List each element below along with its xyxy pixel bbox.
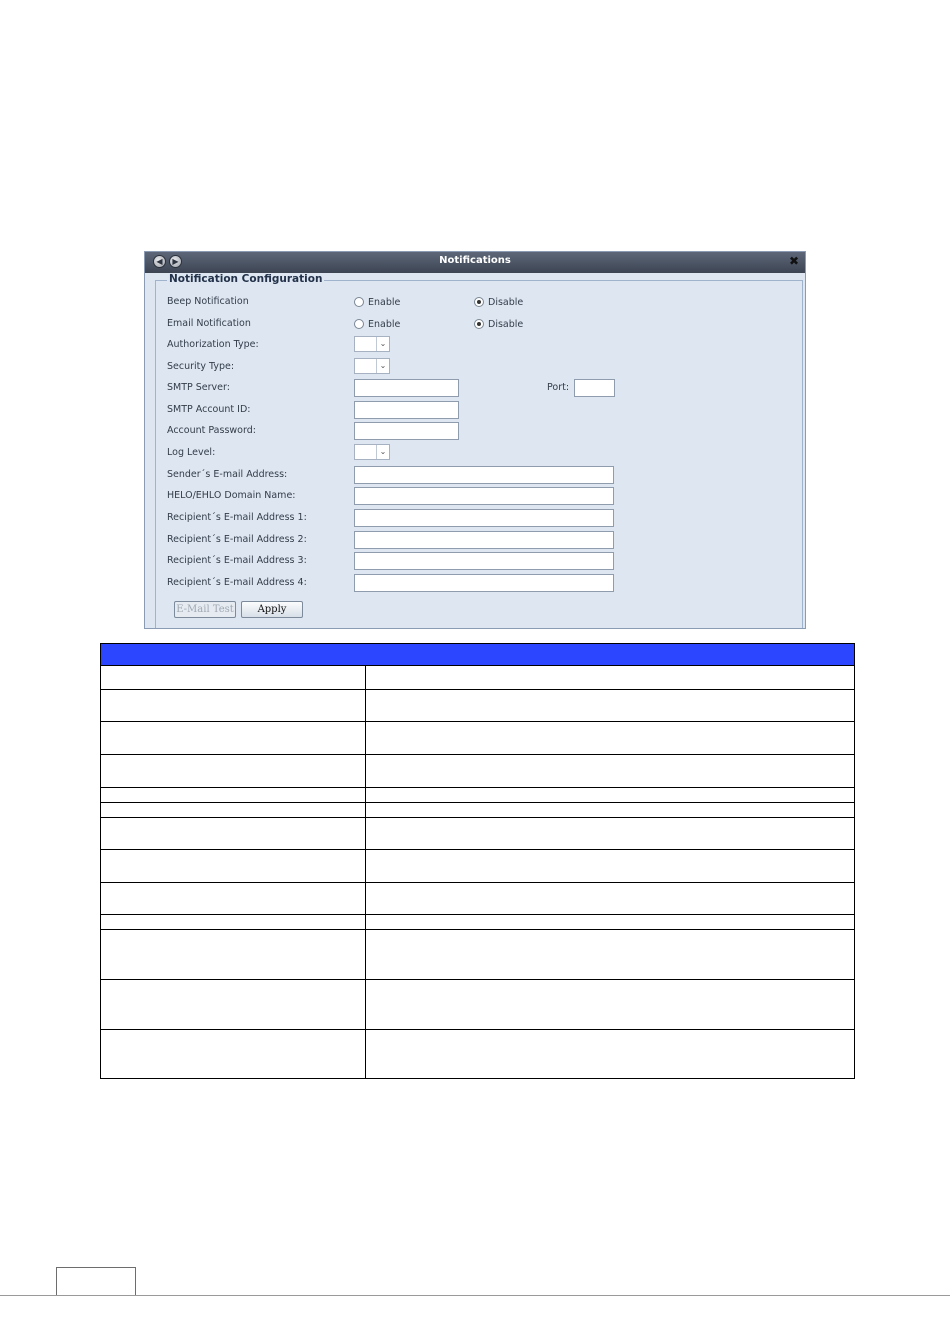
table-cell [366, 722, 855, 755]
table-cell [101, 722, 366, 755]
apply-button[interactable]: Apply [241, 601, 303, 618]
table-cell [366, 850, 855, 883]
table-cell [101, 850, 366, 883]
table-row [101, 788, 855, 803]
chevron-down-icon: ⌄ [376, 359, 389, 373]
table-row [101, 915, 855, 930]
authorization-type-select[interactable] [354, 336, 390, 352]
table-row [101, 850, 855, 883]
table-cell [101, 883, 366, 915]
table-row [101, 666, 855, 690]
table-row [101, 818, 855, 850]
smtp-account-id-label: SMTP Account ID: [167, 404, 251, 415]
beep-notification-label: Beep Notification [167, 296, 249, 307]
table-cell [366, 980, 855, 1030]
page-number-tab [56, 1267, 136, 1296]
table-cell [101, 788, 366, 803]
table-row [101, 722, 855, 755]
beep-enable-label: Enable [368, 297, 401, 308]
sender-email-label: Sender´s E-mail Address: [167, 469, 288, 480]
table-cell [101, 803, 366, 818]
table-cell [366, 666, 855, 690]
table-row [101, 883, 855, 915]
table-row [101, 980, 855, 1030]
port-label: Port: [547, 382, 570, 393]
account-password-input[interactable] [354, 422, 459, 440]
table-row [101, 755, 855, 788]
description-table [100, 643, 855, 1079]
table-cell [366, 930, 855, 980]
recipient-2-input[interactable] [354, 531, 614, 549]
port-input[interactable] [574, 379, 615, 397]
chevron-down-icon: ⌄ [376, 337, 389, 351]
footer-divider [0, 1295, 950, 1296]
account-password-label: Account Password: [167, 425, 256, 436]
table-cell [366, 788, 855, 803]
table-cell [366, 1030, 855, 1079]
table-cell [101, 930, 366, 980]
table-cell [101, 690, 366, 722]
table-cell [366, 818, 855, 850]
recipient-3-input[interactable] [354, 552, 614, 570]
back-icon[interactable]: ◀ [153, 255, 166, 268]
table-cell [366, 755, 855, 788]
recipient-2-label: Recipient´s E-mail Address 2: [167, 534, 307, 545]
smtp-server-label: SMTP Server: [167, 382, 230, 393]
table-cell [101, 1030, 366, 1079]
table-header-row [101, 644, 855, 666]
chevron-down-icon: ⌄ [376, 445, 389, 459]
table-cell [366, 915, 855, 930]
recipient-3-label: Recipient´s E-mail Address 3: [167, 555, 307, 566]
email-notification-label: Email Notification [167, 318, 251, 329]
recipient-4-input[interactable] [354, 574, 614, 592]
email-enable-label: Enable [368, 319, 401, 330]
smtp-server-input[interactable] [354, 379, 459, 397]
table-cell [366, 690, 855, 722]
table-row [101, 1030, 855, 1079]
table-row [101, 930, 855, 980]
window-title: Notifications [439, 255, 511, 266]
table-row [101, 690, 855, 722]
smtp-account-id-input[interactable] [354, 401, 459, 419]
log-level-label: Log Level: [167, 447, 216, 458]
beep-disable-label: Disable [488, 297, 524, 308]
table-cell [366, 803, 855, 818]
forward-icon[interactable]: ▶ [169, 255, 182, 268]
table-header [101, 644, 855, 666]
beep-enable-radio[interactable] [354, 297, 364, 307]
fieldset-legend: Notification Configuration [169, 273, 323, 285]
recipient-1-label: Recipient´s E-mail Address 1: [167, 512, 307, 523]
beep-disable-radio[interactable] [474, 297, 484, 307]
sender-email-input[interactable] [354, 466, 614, 484]
email-disable-label: Disable [488, 319, 524, 330]
security-type-select[interactable] [354, 358, 390, 374]
email-enable-radio[interactable] [354, 319, 364, 329]
table-cell [101, 980, 366, 1030]
log-level-select[interactable] [354, 444, 390, 460]
table-cell [101, 755, 366, 788]
title-bar [145, 252, 805, 273]
email-disable-radio[interactable] [474, 319, 484, 329]
table-cell [101, 666, 366, 690]
email-test-button[interactable]: E-Mail Test [174, 601, 236, 618]
table-cell [101, 915, 366, 930]
recipient-4-label: Recipient´s E-mail Address 4: [167, 577, 307, 588]
table-row [101, 803, 855, 818]
table-cell [101, 818, 366, 850]
notifications-window [144, 251, 806, 629]
helo-domain-label: HELO/EHLO Domain Name: [167, 490, 296, 501]
table-cell [366, 883, 855, 915]
helo-domain-input[interactable] [354, 487, 614, 505]
security-type-label: Security Type: [167, 361, 235, 372]
authorization-type-label: Authorization Type: [167, 339, 259, 350]
close-icon[interactable]: ✖ [788, 254, 799, 268]
recipient-1-input[interactable] [354, 509, 614, 527]
